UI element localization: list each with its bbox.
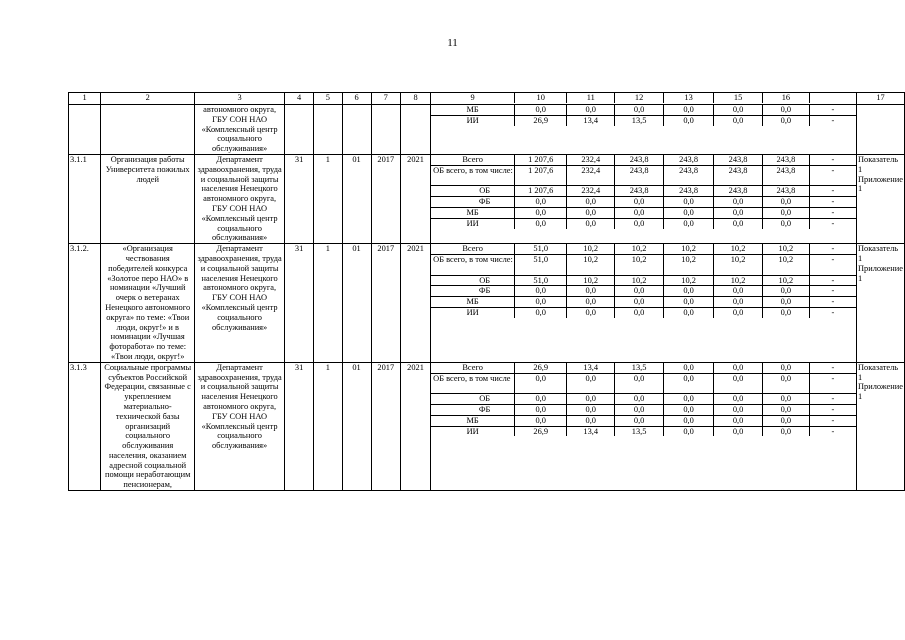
funding-value: - [809,105,856,115]
funding-value: 0,0 [763,297,810,308]
funding-value: 0,0 [515,218,567,228]
funding-value: 0,0 [615,105,664,115]
header-cell: 5 [314,93,342,105]
funding-value: 0,0 [763,307,810,317]
header-cell: 9 [470,93,475,102]
funding-value: 0,0 [714,363,763,373]
cell-c5 [314,105,342,155]
funding-value: 13,5 [615,426,664,436]
cell-c4: 31 [285,362,314,490]
cell-c3: Департамент здравоохранения, труда и социальной защиты населения Ненецкого автономного округа, ГБУ СОН НАО «Комплексный центр социального обслуживания» [195,362,285,490]
funding-value: 0,0 [763,218,810,228]
funding-row [431,244,856,254]
funding-value: 10,2 [567,254,615,275]
funding-row [431,363,856,373]
cell-c6: 01 [342,362,371,490]
funding-source-label: Всего [431,244,514,254]
funding-source-label: ОБ [431,186,514,197]
funding-value: 0,0 [714,373,763,394]
header-cell: 12 [615,93,664,103]
funding-value: 0,0 [763,394,810,405]
funding-row [431,218,856,228]
cell-c7: 2017 [371,362,400,490]
funding-cell [431,362,857,490]
funding-value: 0,0 [763,373,810,394]
funding-value: 243,8 [763,165,810,186]
cell-c6: 01 [342,244,371,363]
funding-value: 0,0 [567,105,615,115]
header-cell: 13 [664,93,714,103]
funding-value: - [809,307,856,317]
funding-value: 0,0 [664,415,714,426]
funding-value: 0,0 [615,297,664,308]
funding-value: 0,0 [664,286,714,297]
funding-value: 243,8 [714,165,763,186]
funding-row [431,373,856,394]
funding-value: 0,0 [664,218,714,228]
funding-value: 0,0 [714,404,763,415]
funding-cell [431,244,857,363]
program-table [68,92,905,491]
header-cell: 11 [567,93,615,103]
funding-source-label: Всего [431,363,514,373]
funding-row [431,207,856,218]
funding-source-label: ФБ [431,286,514,297]
funding-value: 10,2 [615,254,664,275]
funding-value: 0,0 [763,404,810,415]
funding-source-label: ИИ [466,218,479,228]
funding-value: - [809,415,856,426]
funding-value: 243,8 [664,155,714,165]
funding-source-label: МБ [431,207,514,218]
funding-value: 26,9 [515,363,567,373]
funding-value: 1 207,6 [515,155,567,165]
funding-value: 0,0 [664,197,714,208]
funding-value: 0,0 [763,426,810,436]
funding-value: 0,0 [615,373,664,394]
funding-value: 10,2 [763,275,810,286]
funding-value: 0,0 [714,297,763,308]
funding-value: 243,8 [714,186,763,197]
funding-row [431,394,856,405]
funding-value: 0,0 [714,307,763,317]
cell-c2: Организация работы Университета пожилых людей [101,154,195,243]
funding-value: 0,0 [567,373,615,394]
funding-value: - [809,404,856,415]
funding-value: 26,9 [515,426,567,436]
funding-value: - [809,286,856,297]
cell-c4: 31 [285,244,314,363]
cell-c2 [101,105,195,155]
funding-value: 0,0 [714,115,763,125]
cell-c6: 01 [342,154,371,243]
cell-c8 [400,105,430,155]
header-cell: 7 [371,93,400,105]
funding-value: 13,5 [615,115,664,125]
funding-value: 10,2 [567,275,615,286]
funding-value: 10,2 [567,244,615,254]
funding-value: - [809,426,856,436]
funding-row [431,155,856,165]
header-cell: 16 [763,93,810,103]
funding-source-label: ОБ всего, в том числе [431,373,514,394]
funding-value: 13,4 [567,115,615,125]
funding-value: - [809,186,856,197]
funding-value: - [809,363,856,373]
funding-value: - [809,254,856,275]
funding-value: 0,0 [714,286,763,297]
header-cell [809,93,856,103]
funding-value: 0,0 [763,197,810,208]
funding-value: 0,0 [664,307,714,317]
funding-value: 0,0 [615,197,664,208]
funding-value: 0,0 [615,307,664,317]
funding-value: 13,4 [567,363,615,373]
funding-value: 10,2 [615,275,664,286]
funding-source-label: ИИ [466,426,479,436]
funding-value: 0,0 [615,394,664,405]
funding-cell [431,105,857,155]
header-cell: 2 [101,93,195,105]
funding-value: - [809,115,856,125]
funding-value: 0,0 [567,394,615,405]
funding-value: - [809,218,856,228]
header-cell: 6 [342,93,371,105]
funding-value: 0,0 [515,105,567,115]
cell-c3: Департамент здравоохранения, труда и социальной защиты населения Ненецкого автономного округа, ГБУ СОН НАО «Комплексный центр социального обслуживания» [195,154,285,243]
funding-value: 0,0 [664,373,714,394]
cell-c5: 1 [314,244,342,363]
funding-source-label: ИИ [466,307,479,317]
funding-value: 0,0 [615,404,664,415]
header-cell: 1 [69,93,101,105]
cell-c7 [371,105,400,155]
header-cell-group [431,93,857,105]
funding-value: 0,0 [763,115,810,125]
cell-c3: Департамент здравоохранения, труда и социальной защиты населения Ненецкого автономного округа, ГБУ СОН НАО «Комплексный центр социального обслуживания» [195,244,285,363]
cell-c2: Социальные программы субъектов Российской Федерации, связанные с укреплением материально-технической базы организаций социального обслуживания населения, оказанием адресной социальной помощи неработающим пенсионерам, [101,362,195,490]
funding-value: 0,0 [615,218,664,228]
funding-value: 0,0 [714,197,763,208]
funding-value: 0,0 [615,286,664,297]
cell-c8: 2021 [400,154,430,243]
funding-value: 13,5 [615,363,664,373]
indicator-cell [857,105,905,155]
funding-value: 10,2 [664,275,714,286]
funding-row [431,186,856,197]
table-row [69,154,905,243]
funding-value: 10,2 [714,244,763,254]
funding-value: 0,0 [714,207,763,218]
header-cell: 15 [714,93,763,103]
funding-value: 0,0 [515,307,567,317]
cell-c4: 31 [285,154,314,243]
funding-value: 0,0 [567,218,615,228]
indicator-cell: Показатель 1 Приложение 1 [857,244,905,363]
funding-value: 0,0 [664,115,714,125]
cell-c1 [69,105,101,155]
funding-value: 243,8 [714,155,763,165]
funding-source-label: ОБ всего, в том числе: [431,254,514,275]
funding-value: 10,2 [615,244,664,254]
funding-value: 51,0 [515,275,567,286]
header-cell: 17 [857,93,905,105]
funding-row [431,307,856,317]
funding-value: 0,0 [515,207,567,218]
funding-value: 0,0 [664,297,714,308]
table-row [69,244,905,363]
funding-value: 0,0 [615,415,664,426]
funding-value: 0,0 [515,373,567,394]
funding-source-label: МБ [431,297,514,308]
funding-value: 243,8 [664,165,714,186]
funding-value: 0,0 [763,363,810,373]
funding-value: - [809,197,856,208]
funding-value: 0,0 [664,394,714,405]
funding-value: 0,0 [714,415,763,426]
funding-value: 243,8 [664,186,714,197]
cell-c3: автономного округа, ГБУ СОН НАО «Комплексный центр социального обслуживания» [195,105,285,155]
funding-value: 0,0 [567,286,615,297]
table-row [69,105,905,155]
page-number: 11 [447,37,458,49]
funding-row [431,286,856,297]
funding-value: - [809,155,856,165]
header-row [69,93,905,105]
funding-value: - [809,275,856,286]
funding-value: 232,4 [567,165,615,186]
funding-value: 0,0 [515,197,567,208]
funding-value: 10,2 [714,275,763,286]
cell-c7: 2017 [371,244,400,363]
funding-value: 243,8 [763,186,810,197]
funding-source-label: МБ [431,415,514,426]
funding-value: - [809,165,856,186]
funding-value: 0,0 [567,197,615,208]
funding-value: 13,4 [567,426,615,436]
funding-value: 26,9 [515,115,567,125]
funding-row [431,426,856,436]
indicator-cell: Показатель 1 Приложение 1 [857,362,905,490]
funding-value: 0,0 [567,415,615,426]
indicator-cell: Показатель 1 Приложение 1 [857,154,905,243]
funding-value: 243,8 [615,155,664,165]
cell-c7: 2017 [371,154,400,243]
funding-value: 243,8 [763,155,810,165]
funding-value: 0,0 [763,415,810,426]
funding-value: 0,0 [714,426,763,436]
funding-value: - [809,297,856,308]
header-cell: 4 [285,93,314,105]
cell-c6 [342,105,371,155]
cell-c5: 1 [314,154,342,243]
funding-value: 51,0 [515,254,567,275]
funding-value: 0,0 [664,404,714,415]
funding-source-label: ОБ [431,275,514,286]
funding-source-label: МБ [431,105,514,115]
funding-value: 0,0 [567,207,615,218]
funding-row [431,297,856,308]
funding-value: 0,0 [714,394,763,405]
funding-row [431,105,856,115]
funding-value: 0,0 [615,207,664,218]
funding-value: 0,0 [763,105,810,115]
funding-value: 232,4 [567,186,615,197]
funding-value: 10,2 [763,244,810,254]
header-cell: 8 [400,93,430,105]
table-row [69,362,905,490]
funding-source-label: ФБ [431,404,514,415]
funding-row [431,115,856,125]
funding-value: 1 207,6 [515,186,567,197]
funding-value: 243,8 [615,186,664,197]
funding-source-label: ОБ [431,394,514,405]
funding-value: 0,0 [515,286,567,297]
header-cell: 3 [195,93,285,105]
funding-value: 51,0 [515,244,567,254]
funding-row [431,165,856,186]
funding-value: 10,2 [763,254,810,275]
funding-source-label: ОБ всего, в том числе: [431,165,514,186]
funding-value: 0,0 [515,415,567,426]
funding-value: 232,4 [567,155,615,165]
funding-value: 0,0 [664,207,714,218]
funding-value: 0,0 [567,297,615,308]
funding-value: 0,0 [515,297,567,308]
funding-value: 0,0 [567,307,615,317]
funding-value: 243,8 [615,165,664,186]
funding-value: 0,0 [664,105,714,115]
cell-c1: 3.1.1 [69,154,101,243]
funding-value: 0,0 [515,404,567,415]
funding-source-label: ФБ [431,197,514,208]
funding-value: - [809,394,856,405]
funding-row [431,415,856,426]
header-cell: 10 [515,93,567,103]
funding-row [431,254,856,275]
cell-c8: 2021 [400,244,430,363]
funding-value: 0,0 [763,207,810,218]
cell-c1: 3.1.2. [69,244,101,363]
funding-value: 10,2 [664,254,714,275]
funding-value: - [809,373,856,394]
funding-value: 0,0 [664,363,714,373]
funding-row [431,197,856,208]
funding-value: 0,0 [763,286,810,297]
cell-c8: 2021 [400,362,430,490]
cell-c5: 1 [314,362,342,490]
funding-value: 0,0 [664,426,714,436]
funding-value: 0,0 [515,394,567,405]
cell-c4 [285,105,314,155]
cell-c1: 3.1.3 [69,362,101,490]
funding-row [431,275,856,286]
funding-value: 10,2 [714,254,763,275]
funding-value: - [809,244,856,254]
funding-row [431,404,856,415]
funding-value: 10,2 [664,244,714,254]
funding-source-label: Всего [431,155,514,165]
funding-value: 1 207,6 [515,165,567,186]
funding-value: 0,0 [714,105,763,115]
funding-value: 0,0 [714,218,763,228]
funding-value: - [809,207,856,218]
cell-c2: «Организация чествования победителей конкурса «Золотое перо НАО» в номинации «Лучший очерк о ветеранах Ненецкого автономного округа» по теме: «Твои люди, округ!» и в номинации «Лучшая фоторабота» по теме: «Твои люди, округ!» [101,244,195,363]
funding-source-label: ИИ [466,115,479,125]
funding-value: 0,0 [567,404,615,415]
funding-cell [431,154,857,243]
